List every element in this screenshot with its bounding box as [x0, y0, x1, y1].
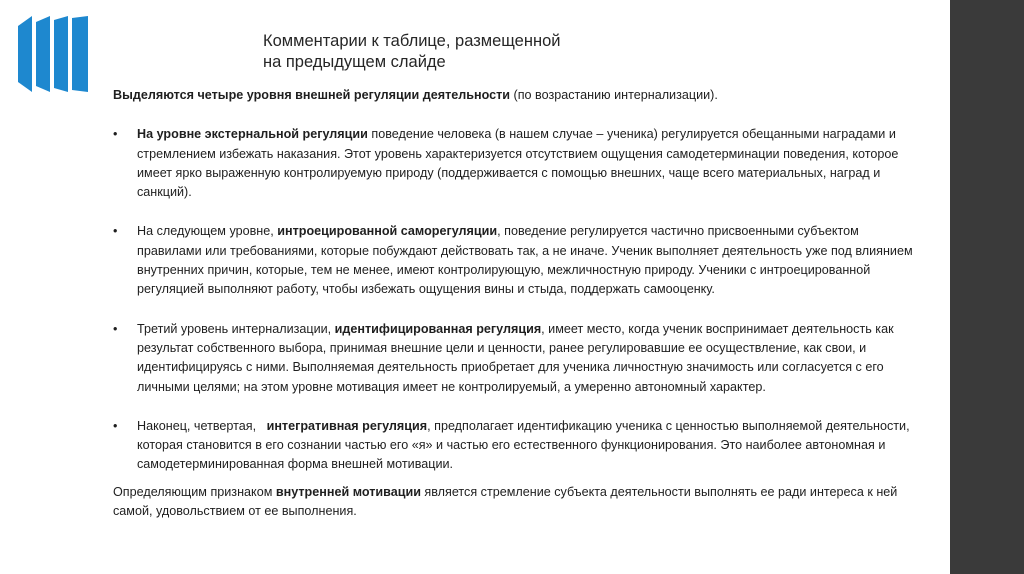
bullet-text: , предполагает идентификацию ученика с ценностью выполняемой деятельности, которая становится в его сознании частью его «я» и частью его естественного функционирования. Это наиболее автономная и самодетерминированная форма внешней мотивации.: [137, 418, 910, 472]
slide-title: [263, 31, 783, 73]
bullet-lead-text: Наконец, четвертая,: [137, 418, 267, 433]
intro-text: (по возрастанию интернализации).: [510, 88, 718, 102]
bullet-text: поведение человека (в нашем случае – ученика) регулируется обещанными наградами и стремлением избежать наказания. Этот уровень характеризуется отсутствием ощущения самодетерминации поведения, которое имеет ярко выраженную контролируемую природу (поддерживается с помощью внешних, чаще всего материальных, наград и санкций).: [137, 127, 899, 200]
bullet-item: [113, 125, 913, 202]
bullet-bold-text: На уровне экстернальной регуляции: [137, 127, 368, 142]
conclusion-bold-text: внутренней мотивации: [275, 484, 421, 499]
intro-paragraph: [113, 86, 913, 105]
bullet-bold-text: идентифицированная регуляция: [334, 321, 542, 336]
bullet-bold-text: интроецированной саморегуляции: [277, 224, 498, 239]
bullet-lead-text: Третий уровень интернализации,: [137, 321, 335, 336]
bullet-item: [113, 222, 913, 299]
bullet-item: [113, 320, 913, 397]
side-bar: [950, 0, 1024, 574]
slide-title-line: Комментарии к таблице, размещенной: [263, 32, 561, 50]
bullet-icon: •: [113, 321, 118, 336]
striped-blue-logo-icon: [18, 14, 93, 94]
slide-title-line: на предыдущем слайде: [263, 53, 446, 71]
bullet-bold-text: интегративная регуляция: [266, 418, 428, 433]
conclusion-text: является стремление субъекта деятельности выполнять ее ради интереса к ней самой, удовольствием от ее выполнения.: [113, 484, 898, 519]
conclusion-lead-text: Определяющим признаком: [113, 484, 276, 499]
bullet-item: [113, 417, 913, 475]
bullet-icon: •: [113, 127, 118, 142]
bullet-text: , поведение регулируется частично присвоенными субъектом правилами или требованиями, которые побуждают действовать так, а не иначе. Ученик выполняет деятельность уже под влиянием внутренних причин, которые, тем не менее, имеют контролирующую, межличностную природу. Ученики с интроецированной регуляцией выполняют работу, чтобы избежать ощущения вины и стыда, поддержать самооценку.: [137, 224, 913, 297]
conclusion-paragraph: [113, 483, 913, 522]
slide-body: [113, 86, 913, 521]
bullet-icon: •: [113, 224, 118, 239]
bullet-icon: •: [113, 418, 118, 433]
bullet-lead-text: На следующем уровне,: [137, 224, 278, 239]
bullet-text: , имеет место, когда ученик воспринимает деятельность как результат собственного выбора, принимая внешние цели и ценности, ранее регулировавшие ее осуществление, как свои, и идентифицируясь с ними. Выполняемая деятельность приобретает для ученика личностную значимость или согласуется с его личными целями; на этом уровне мотивация имеет не контролируемый, а умеренно автономный характер.: [137, 321, 894, 394]
intro-bold-text: Выделяются четыре уровня внешней регуляции деятельности: [113, 88, 511, 102]
